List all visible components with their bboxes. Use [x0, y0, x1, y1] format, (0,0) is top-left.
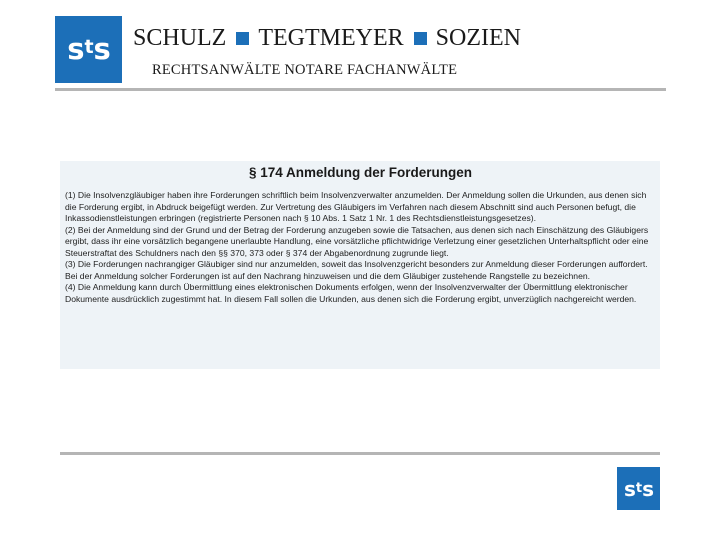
firm-name: [133, 22, 521, 54]
firm-name-sozien: SOZIEN: [435, 24, 521, 51]
footer-sts-logo: [617, 467, 660, 510]
law-paragraph-3: (3) Die Forderungen nachrangiger Gläubiger sind nur anzumelden, soweit das Insolvenzgericht besonders zur Anmeldung dieser Forderungen auffordert. Bei der Anmeldung solcher Forderungen ist auf den Nachrang hinzuweisen und die dem Gläubiger zustehende Rangstelle zu bezeichnen.: [65, 259, 648, 281]
law-paragraph-1: (1) Die Insolvenzgläubiger haben ihre Forderungen schriftlich beim Insolvenzverwalter anzumelden. Der Anmeldung sollen die Urkunden, aus denen sich die Forderung ergibt, in Abdruck beigefügt werden. Zur Vertretung des Gläubigers im Verfahren nach diesem Abschnitt sind auch Personen befugt, die Inkassodienstleistungen erbringen (registrierte Personen nach § 10 Abs. 1 Satz 1 Nr. 1 des Rechtsdienstleistungsgesetzes).: [65, 190, 647, 223]
header-divider: [55, 88, 666, 91]
sts-logo-text: $s^ts$: [67, 32, 110, 66]
sts-logo: [55, 16, 122, 83]
footer-divider: [60, 452, 660, 455]
square-icon: [414, 32, 427, 45]
firm-name-schulz: SCHULZ: [133, 24, 227, 51]
law-text-box: [60, 161, 660, 369]
square-icon: [236, 32, 249, 45]
law-paragraph-4: (4) Die Anmeldung kann durch Übermittlung eines elektronischen Dokuments erfolgen, wenn der Insolvenzverwalter der Übermittlung elektronischer Dokumente ausdrücklich zugestimmt hat. In diesem Fall sollen die Urkunden, aus denen sich die Forderung ergibt, unverzüglich nachgereicht werden.: [65, 282, 637, 304]
firm-name-tegtmeyer: TEGTMEYER: [258, 24, 404, 51]
law-paragraph-2: (2) Bei der Anmeldung sind der Grund und der Betrag der Forderung anzugeben sowie die Tatsachen, aus denen sich nach Einschätzung des Gläubigers ergibt, dass ihr eine vorsätzlich begangene unerlaubte Handlung, eine vorsätzliche pflichtwidrige Verletzung einer gesetzlichen Unterhaltspflicht oder eine Steuerstraftat des Schuldners nach den §§ 370, 373 oder § 374 der Abgabenordnung zugrunde liegt.: [65, 224, 649, 258]
footer-sts-logo-text: $s^ts$: [623, 476, 654, 501]
law-title: § 174 Anmeldung der Forderungen: [248, 165, 473, 180]
firm-subtitle: RECHTSANWÄLTE NOTARE FACHANWÄLTE: [152, 62, 458, 78]
